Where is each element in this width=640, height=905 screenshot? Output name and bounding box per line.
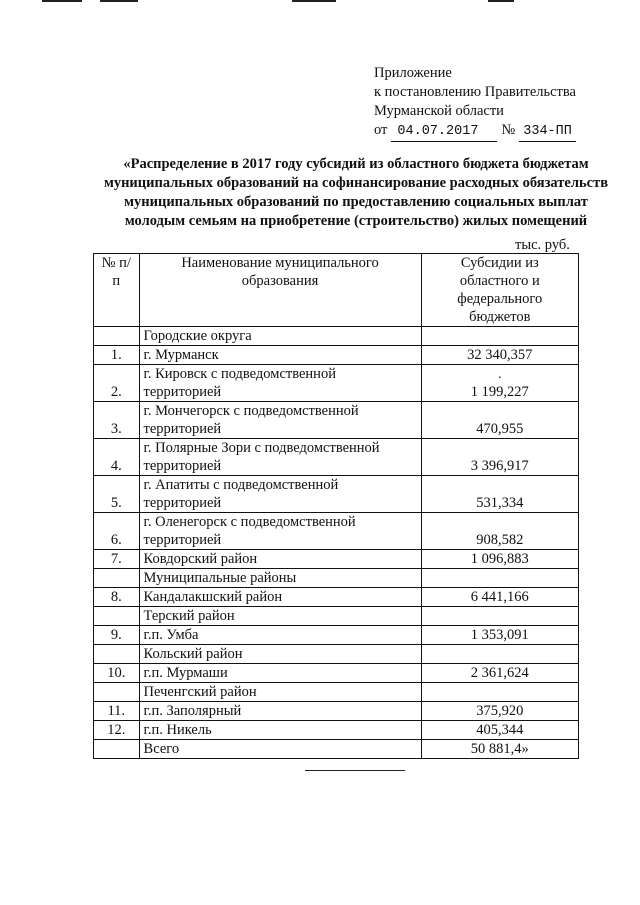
date-prefix: от (374, 122, 388, 138)
approval-date: 04.07.2017 (391, 122, 497, 142)
row-name: Кандалакшский район (139, 588, 421, 607)
row-name: г. Оленегорск с подведомственной территорией (139, 513, 421, 550)
row-name: г.п. Мурмаши (139, 664, 421, 683)
row-amount (421, 607, 578, 626)
row-num: 5. (94, 476, 140, 513)
table-row (94, 721, 579, 740)
table-row (94, 645, 579, 664)
row-amount: 531,334 (421, 476, 578, 513)
row-name: Печенгский район (139, 683, 421, 702)
row-amount: 1 199,227 (470, 384, 529, 400)
row-name: г. Мончегорск с подведомственной территорией (139, 402, 421, 439)
row-num: 9. (94, 626, 140, 645)
scan-mark (42, 0, 82, 2)
row-amount (421, 327, 578, 346)
row-name: Городские округа (139, 327, 421, 346)
row-num: 11. (94, 702, 140, 721)
row-num: 3. (94, 402, 140, 439)
row-amount: 6 441,166 (421, 588, 578, 607)
scan-mark (292, 0, 336, 2)
table-row (94, 327, 579, 346)
row-num: 7. (94, 550, 140, 569)
table-row (94, 402, 579, 439)
row-amount: 1 096,883 (421, 550, 578, 569)
table-row (94, 513, 579, 550)
table-row (94, 476, 579, 513)
row-num (94, 607, 140, 626)
row-num (94, 569, 140, 588)
table-row (94, 365, 579, 402)
table-row (94, 626, 579, 645)
document-title: «Распределение в 2017 году субсидий из областного бюджета бюджетам муниципальных образований на софинансирование расходных обязательств муниципальных образований по предоставлению социальных выплат молодым семьям на приобретение (строительство) жилых помещений (103, 156, 609, 229)
units-label: тыс. руб. (515, 237, 570, 253)
scan-mark (488, 0, 514, 2)
row-name: г. Апатиты с подведомственной территорией (139, 476, 421, 513)
row-name: Кольский район (139, 645, 421, 664)
table-row (94, 346, 579, 365)
table-row (94, 683, 579, 702)
row-amount: 3 396,917 (421, 439, 578, 476)
closing-line (305, 770, 405, 771)
row-num: 8. (94, 588, 140, 607)
approval-number: 334-ПП (519, 122, 576, 142)
row-name: Терский район (139, 607, 421, 626)
table-row (94, 550, 579, 569)
row-num: 6. (94, 513, 140, 550)
row-name: г.п. Заполярный (139, 702, 421, 721)
table-row-total (94, 740, 579, 759)
row-num: 1. (94, 346, 140, 365)
row-amount: 50 881,4» (421, 740, 578, 759)
row-amount: 405,344 (421, 721, 578, 740)
row-num (94, 683, 140, 702)
approval-line-2: к постановлению Правительства (374, 84, 576, 100)
row-num (94, 645, 140, 664)
row-amount: 2 361,624 (421, 664, 578, 683)
row-amount (421, 683, 578, 702)
row-num (94, 327, 140, 346)
row-name: г.п. Никель (139, 721, 421, 740)
row-num: 12. (94, 721, 140, 740)
approval-block (374, 64, 576, 142)
row-amount (421, 569, 578, 588)
row-amount (421, 645, 578, 664)
scan-mark (100, 0, 138, 2)
row-num: 4. (94, 439, 140, 476)
approval-date-row (374, 121, 576, 142)
scan-dot: · (497, 371, 503, 386)
header-name: Наименование муниципального образования (139, 254, 421, 327)
row-amount-cell (421, 365, 578, 402)
table-row (94, 569, 579, 588)
table-row (94, 607, 579, 626)
table-row (94, 439, 579, 476)
subsidies-table (93, 253, 579, 759)
row-num: 10. (94, 664, 140, 683)
row-name: г.п. Умба (139, 626, 421, 645)
row-name: Всего (139, 740, 421, 759)
top-scan-marks (0, 0, 640, 8)
row-num: 2. (94, 365, 140, 402)
row-amount: 1 353,091 (421, 626, 578, 645)
table-row (94, 664, 579, 683)
approval-line-1: Приложение (374, 65, 452, 81)
row-amount: 32 340,357 (421, 346, 578, 365)
row-name: г. Мурманск (139, 346, 421, 365)
row-amount: 375,920 (421, 702, 578, 721)
table-row (94, 702, 579, 721)
table-header-row (94, 254, 579, 327)
row-num (94, 740, 140, 759)
row-name: Муниципальные районы (139, 569, 421, 588)
row-name: Ковдорский район (139, 550, 421, 569)
table-row (94, 588, 579, 607)
row-name: г. Полярные Зори с подведомственной территорией (139, 439, 421, 476)
row-name: г. Кировск с подведомственной территорией (139, 365, 421, 402)
approval-line-3: Мурманской области (374, 103, 504, 119)
row-amount: 908,582 (421, 513, 578, 550)
row-amount: 470,955 (421, 402, 578, 439)
number-prefix: № (501, 122, 516, 138)
header-amount: Субсидии из областного и федерального бюджетов (421, 254, 578, 327)
header-num: № п/п (94, 254, 140, 327)
